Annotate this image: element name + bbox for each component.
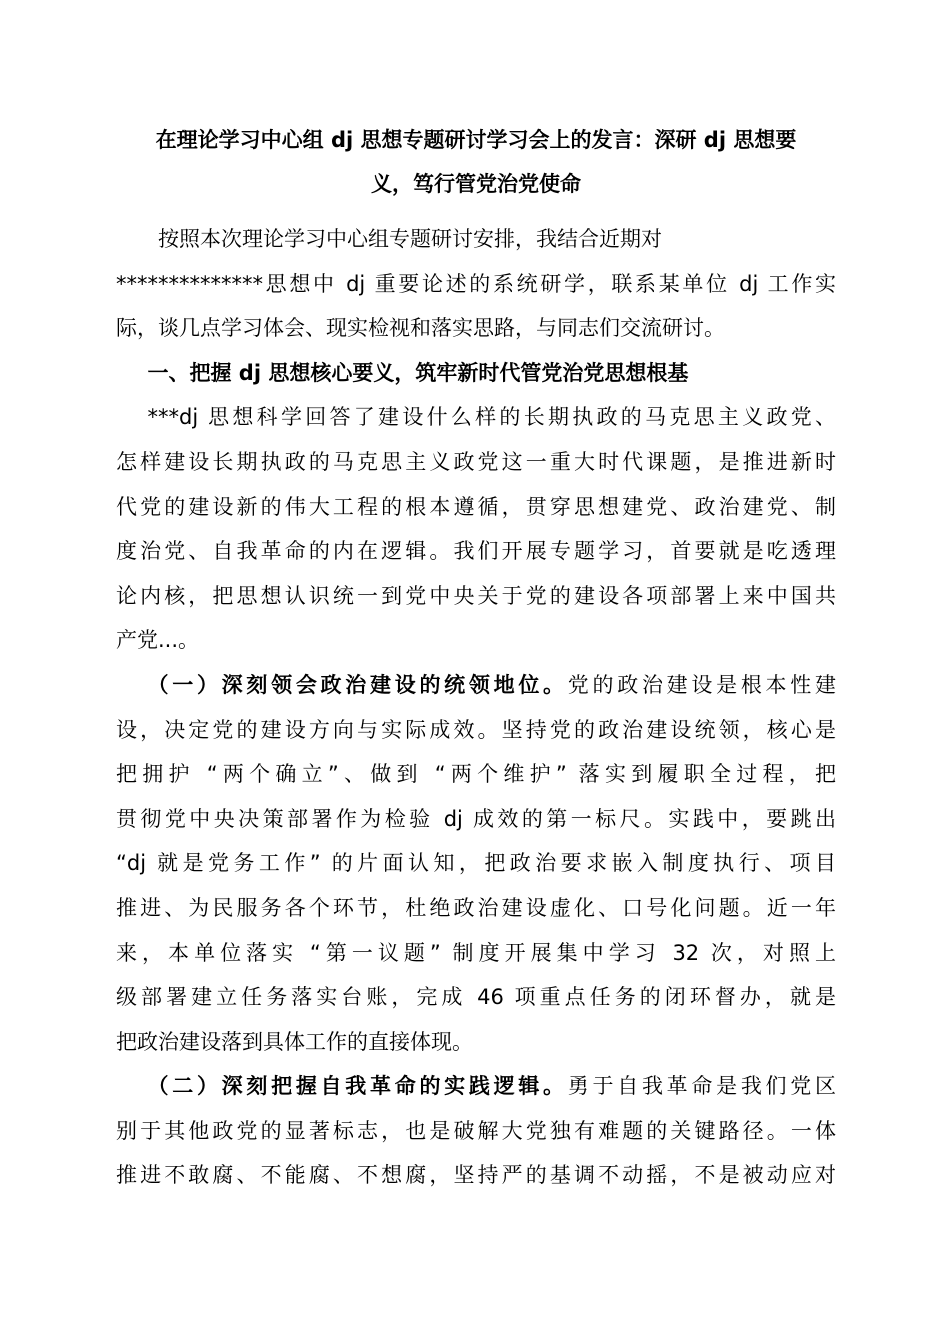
paragraph-line: 贯彻党中央决策部署作为检验 dj 成效的第一标尺。实践中，要跳出	[116, 806, 836, 831]
subsection-lead: （一）深刻领会政治建设的统领地位。	[147, 672, 568, 697]
paragraph-line: 设，决定党的建设方向与实际成效。坚持党的政治建设统领，核心是	[116, 717, 836, 742]
paragraph-line: 推进、为民服务各个环节，杜绝政治建设虚化、口号化问题。近一年	[116, 895, 836, 920]
paragraph-line: “dj 就是党务工作” 的片面认知，把政治要求嵌入制度执行、项目	[116, 851, 836, 876]
section-heading: 一、把握 dj 思想核心要义，筑牢新时代管党治党思想根基	[147, 360, 689, 385]
paragraph-line: 来，本单位落实 “第一议题” 制度开展集中学习 32 次，对照上	[116, 940, 836, 965]
document-body	[116, 217, 836, 1198]
lead-rest: 勇于自我革命是我们党区	[567, 1074, 837, 1099]
paragraph-line	[116, 663, 836, 708]
subsection-paragraph-2	[116, 1064, 836, 1198]
paragraph-line: 把政治建设落到具体工作的直接体现。	[116, 1029, 473, 1054]
paragraph-line: 按照本次理论学习中心组专题研讨安排，我结合近期对	[158, 227, 662, 251]
document-page	[116, 118, 836, 1198]
paragraph-line: ***dj 思想科学回答了建设什么样的长期执政的马克思主义政党、	[147, 405, 836, 430]
paragraph-line: 怎样建设长期执政的马克思主义政党这一重大时代课题，是推进新时	[116, 449, 836, 474]
subsection-paragraph-1	[116, 663, 836, 1064]
paragraph-line: 把拥护 “两个确立”、做到 “两个维护” 落实到履职全过程，把	[116, 762, 836, 787]
paragraph-line: 论内核，把思想认识统一到党中央关于党的建设各项部署上来中国共	[116, 583, 836, 608]
title-line: 在理论学习中心组 dj 思想专题研讨学习会上的发言：深研 dj 思想要	[155, 128, 797, 152]
subsection-lead: （二）深刻把握自我革命的实践逻辑。	[147, 1074, 568, 1099]
paragraph-line	[116, 1064, 836, 1109]
paragraph-line: 度治党、自我革命的内在逻辑。我们开展专题学习，首要就是吃透理	[116, 539, 836, 564]
paragraph-line: **************思想中 dj 重要论述的系统研学，联系某单位 dj 工作实	[116, 271, 836, 296]
paragraph-line: 推进不敢腐、不能腐、不想腐，坚持严的基调不动摇，不是被动应对	[116, 1163, 836, 1188]
paragraph-line: 代党的建设新的伟大工程的根本遵循，贯穿思想建党、政治建党、制	[116, 494, 836, 519]
intro-paragraph	[116, 217, 836, 351]
document-title	[116, 118, 836, 206]
paragraph-line: 级部署建立任务落实台账，完成 46 项重点任务的闭环督办，就是	[116, 985, 836, 1010]
paragraph-line: 际，谈几点学习体会、现实检视和落实思路，与同志们交流研讨。	[116, 316, 725, 341]
title-line: 义，笃行管党治党使命	[371, 172, 581, 196]
paragraph-line: 产党...。	[116, 628, 200, 653]
paragraph-line: 别于其他政党的显著标志，也是破解大党独有难题的关键路径。一体	[116, 1118, 836, 1143]
body-paragraph	[116, 395, 836, 663]
lead-rest: 党的政治建设是根本性建	[567, 672, 837, 697]
